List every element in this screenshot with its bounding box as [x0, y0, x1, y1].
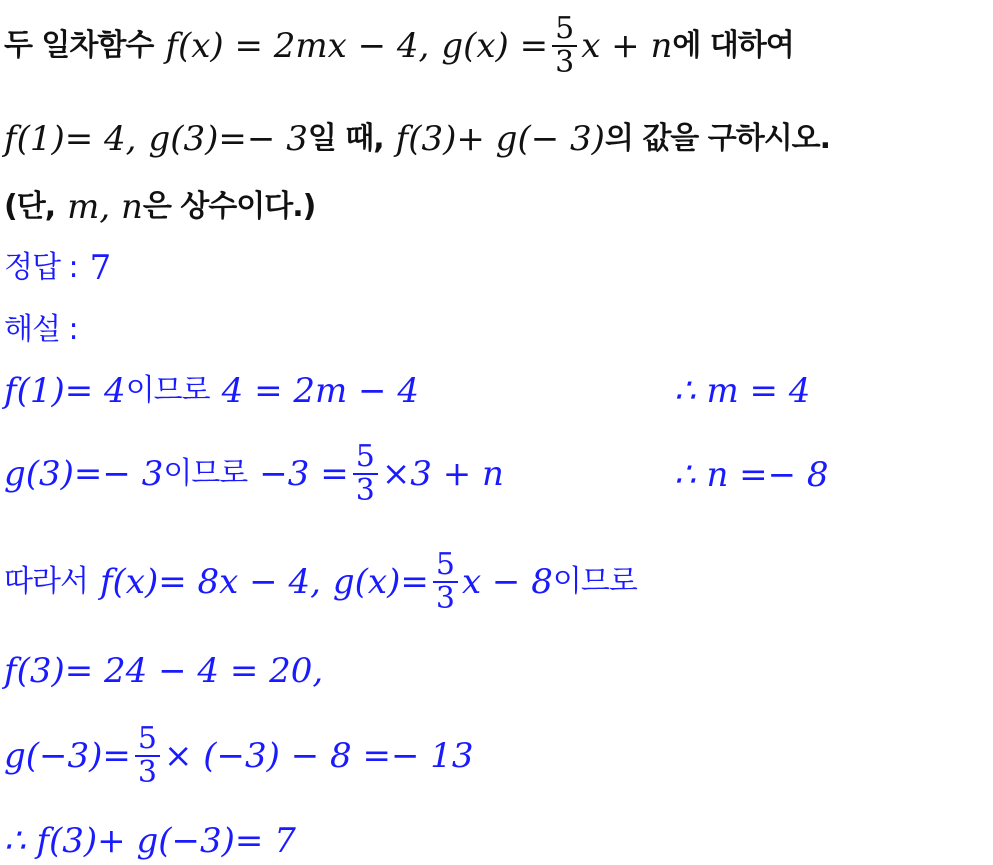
step5-rhs: × (−3) − 8 =− 13 [164, 736, 474, 776]
condition-f1: f(1)= 4, [4, 119, 137, 159]
step3-g-rhs: x − 8 [461, 562, 553, 602]
problem-tail-text: 에 대하여 [672, 28, 794, 63]
step1-result-wrap [674, 370, 810, 412]
solution-step-3 [4, 542, 637, 622]
step6-conclusion: ∴ f(3)+ g(−3)= 7 [4, 821, 296, 861]
step1-equation: 4 = 2m − 4 [221, 371, 419, 411]
step5-fraction [135, 720, 160, 790]
step2-result-wrap [674, 454, 829, 496]
step3-g-lhs: g(x)= [332, 562, 429, 602]
step1-result: ∴ m = 4 [674, 371, 811, 411]
f-definition: f(x) = 2mx − 4, [165, 26, 430, 66]
step2-fraction [353, 438, 378, 508]
step2-expression: g(3)=− 3 [4, 454, 164, 494]
solution-step-5 [4, 716, 474, 796]
fraction-denominator: 3 [433, 581, 458, 615]
answer-label: 정답 : [4, 250, 78, 285]
fraction-denominator: 3 [135, 755, 160, 789]
condition-text: 일 때, [307, 121, 384, 156]
problem-lead-text: 두 일차함수 [4, 28, 154, 63]
fraction-numerator: 5 [355, 438, 375, 474]
step1-expression: f(1)= 4 [4, 371, 126, 411]
step3-f-expression: f(x)= 8x − 4, [99, 562, 321, 602]
step2-word: 이므로 [163, 456, 248, 491]
step1-word: 이므로 [125, 373, 210, 408]
solution-step-1 [4, 370, 419, 412]
question-text: 의 값을 구하시오. [604, 121, 831, 156]
problem-line-3 [4, 186, 315, 228]
step2-equation-left: −3 = [259, 454, 349, 494]
fraction-denominator: 3 [552, 45, 577, 79]
fraction-numerator: 5 [435, 546, 455, 582]
answer-line [4, 248, 111, 288]
target-expression: f(3)+ g(− 3) [395, 119, 605, 159]
problem-line-2 [4, 118, 830, 160]
answer-value: 7 [89, 248, 112, 288]
step2-result: ∴ n =− 8 [674, 455, 829, 495]
step5-lhs: g(−3)= [4, 736, 131, 776]
fraction-numerator: 5 [137, 720, 157, 756]
solution-step-2 [4, 434, 504, 514]
step3-tail: 이므로 [552, 564, 637, 599]
step3-word: 따라서 [4, 564, 88, 599]
note-variables: m, n [67, 187, 143, 227]
note-open-text: (단, [4, 189, 56, 224]
condition-g3: g(3)=− 3 [148, 119, 308, 159]
step3-fraction [433, 546, 458, 616]
note-close-text: 은 상수이다.) [142, 189, 316, 224]
fraction-5-over-3 [552, 10, 577, 80]
solution-label-line [4, 310, 78, 350]
step2-equation-right: ×3 + n [381, 454, 504, 494]
solution-step-4 [4, 650, 323, 692]
solution-step-6 [4, 820, 296, 862]
fraction-numerator: 5 [555, 10, 575, 46]
g-definition-rhs: x + n [581, 26, 673, 66]
step4-expression: f(3)= 24 − 4 = 20, [4, 651, 324, 691]
solution-label: 해설 : [4, 312, 78, 347]
fraction-denominator: 3 [353, 473, 378, 507]
problem-line-1 [4, 6, 794, 86]
g-definition-lhs: g(x) = [441, 26, 549, 66]
